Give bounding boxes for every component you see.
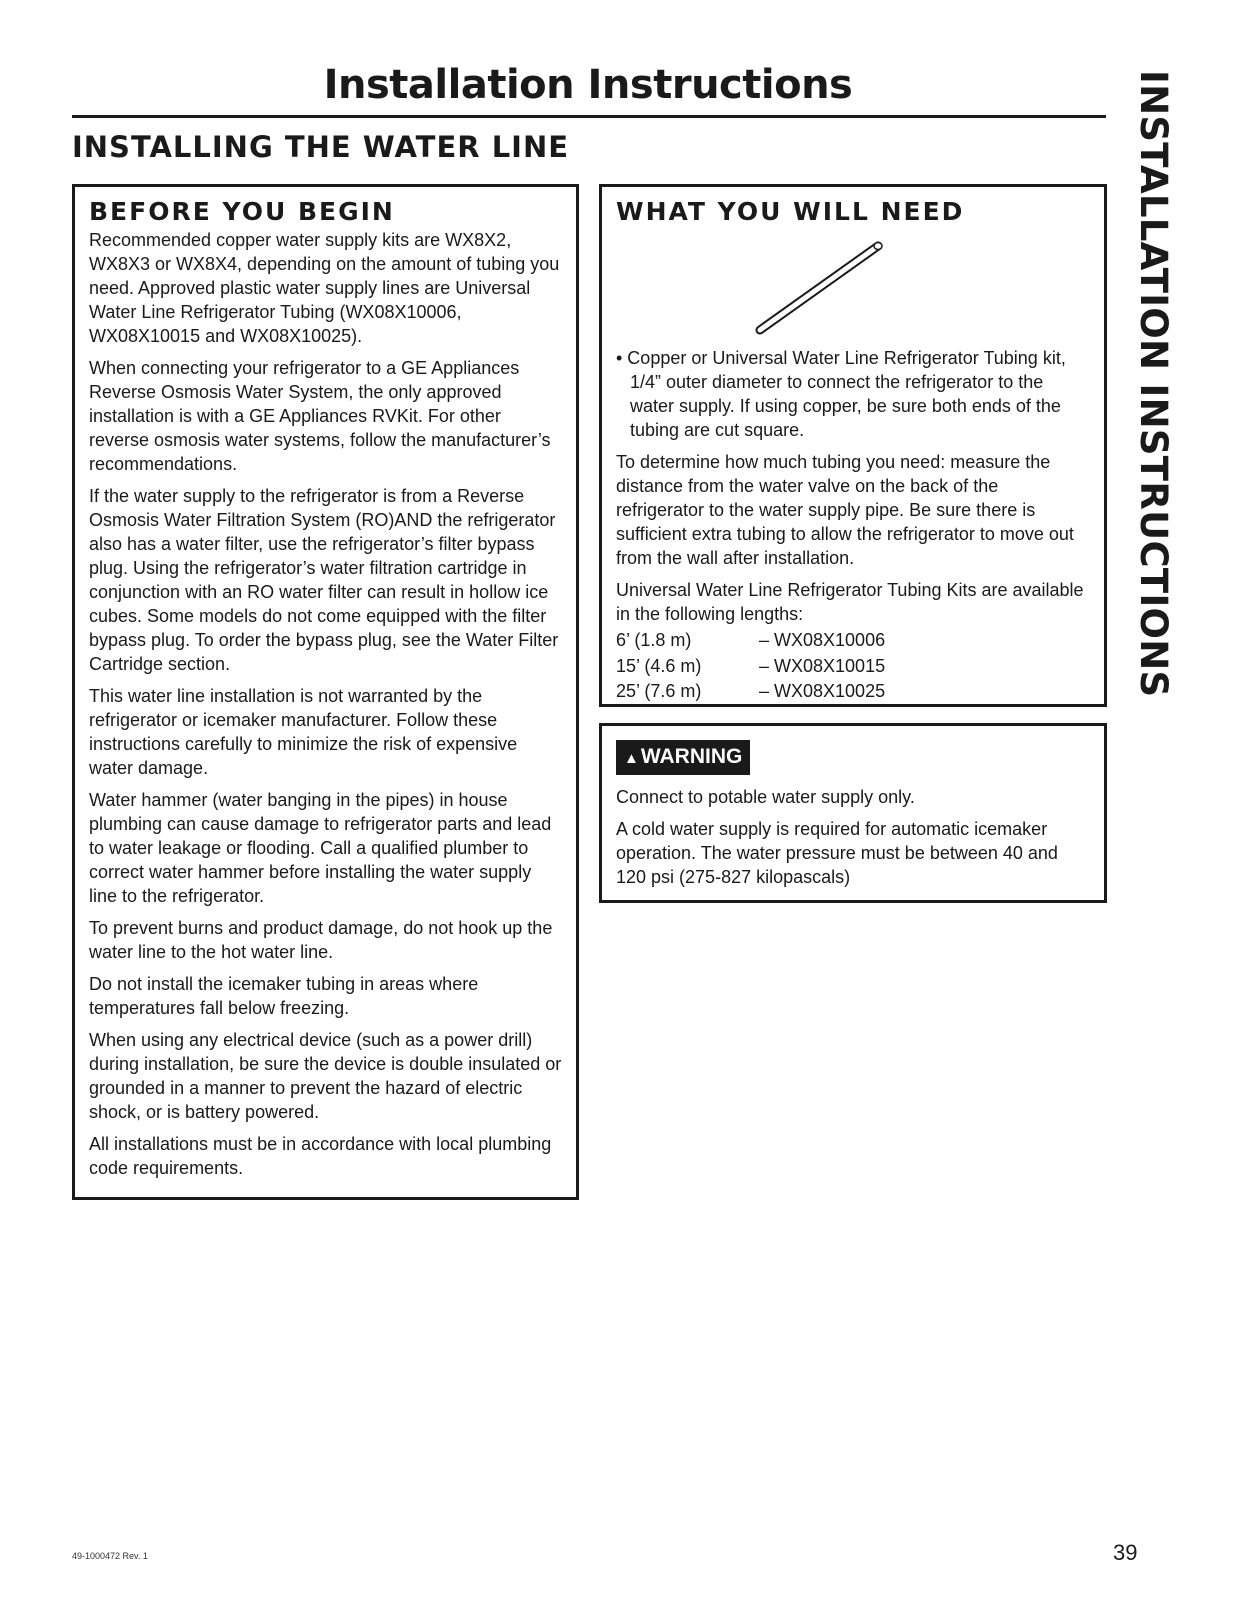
warning-badge	[616, 740, 750, 775]
length-value: 25’ (7.6 m)	[616, 681, 702, 701]
paragraph-electrical: When using any electrical device (such as a power drill) during installation, be sure the device is double insulated or grounded in a manner to prevent the hazard of electric shock, or is battery powered.	[89, 1030, 562, 1122]
warning-potable: Connect to potable water supply only.	[616, 787, 915, 807]
length-value: 15’ (4.6 m)	[616, 655, 702, 676]
tubing-illustration	[744, 238, 894, 338]
paragraph-hot-water: To prevent burns and product damage, do not hook up the water line to the hot water line.	[89, 918, 553, 962]
paragraph-water-hammer: Water hammer (water banging in the pipes) in house plumbing can cause damage to refrigerator parts and lead to water leakage or flooding. Call a qualified plumber to correct water hammer before installing the water supply line to the refrigerator.	[89, 790, 552, 906]
before-you-begin-heading: BEFORE YOU BEGIN	[89, 197, 395, 226]
part-number: – WX08X10015	[759, 655, 886, 676]
tubing-bullet: • Copper or Universal Water Line Refrigerator Tubing kit, 1/4” outer diameter to connect the refrigerator to the water supply. If using copper, be sure both ends of the tubing are cut square.	[616, 348, 1066, 440]
warning-triangle-icon: ▲	[624, 750, 639, 767]
paragraph-reverse-osmosis: When connecting your refrigerator to a GE Appliances Reverse Osmosis Water System, the only approved installation is with a GE Appliances RVKit. For other reverse osmosis water systems, follow the manufacturer’s recommendations.	[89, 358, 551, 474]
title-rule	[72, 115, 1106, 118]
warning-label: WARNING	[640, 745, 743, 768]
warning-box	[599, 723, 1107, 903]
before-you-begin-box	[72, 184, 579, 1200]
what-you-need-heading: WHAT YOU WILL NEED	[616, 197, 965, 226]
page-title: Installation Instructions	[323, 62, 853, 108]
paragraph-plumbing-code: All installations must be in accordance with local plumbing code requirements.	[89, 1134, 552, 1178]
paragraph-warranty: This water line installation is not warranted by the refrigerator or icemaker manufacturer. Follow these instructions carefully to minimize the risk of expensive water damage.	[89, 686, 518, 778]
page-number: 39	[1113, 1540, 1138, 1565]
length-value: 6’ (1.8 m)	[616, 630, 692, 650]
side-tab-label: INSTALLATION INSTRUCTIONS	[1132, 70, 1175, 698]
length-row	[616, 679, 1090, 705]
warning-pressure: A cold water supply is required for automatic icemaker operation. The water pressure must be between 40 and 120 psi (275-827 kilopascals)	[616, 819, 1058, 887]
length-row	[616, 628, 1090, 654]
kits-intro: Universal Water Line Refrigerator Tubing Kits are available in the following lengths:	[616, 580, 1084, 624]
paragraph-freezing: Do not install the icemaker tubing in areas where temperatures fall below freezing.	[89, 974, 479, 1018]
side-tab	[1115, 70, 1175, 698]
paragraph-bypass-plug: If the water supply to the refrigerator is from a Reverse Osmosis Water Filtration System (RO)AND the refrigerator also has a water filter, use the refrigerator’s filter bypass plug. Using the refrigerator’s water filtration cartridge in conjunction with an RO water filter can result in hollow ice cubes. Some models do not come equipped with the filter bypass plug. To order the bypass plug, see the Water Filter Cartridge section.	[89, 486, 559, 674]
what-you-need-box	[599, 184, 1107, 707]
section-heading: INSTALLING THE WATER LINE	[72, 130, 570, 164]
part-number: – WX08X10006	[759, 630, 886, 650]
part-number: – WX08X10025	[759, 681, 886, 701]
doc-code: 49-1000472 Rev. 1	[72, 1551, 148, 1561]
paragraph-copper-kits: Recommended copper water supply kits are WX8X2, WX8X3 or WX8X4, depending on the amount of tubing you need. Approved plastic water supply lines are Universal Water Line Refrigerator Tubing (WX08X10006, WX08X10015 and WX08X10025).	[89, 230, 560, 346]
length-row	[616, 654, 1090, 680]
measure-paragraph: To determine how much tubing you need: measure the distance from the water valve on the back of the refrigerator to the water supply pipe. Be sure there is sufficient extra tubing to allow the refrigerator to move out from the wall after installation.	[616, 452, 1074, 568]
